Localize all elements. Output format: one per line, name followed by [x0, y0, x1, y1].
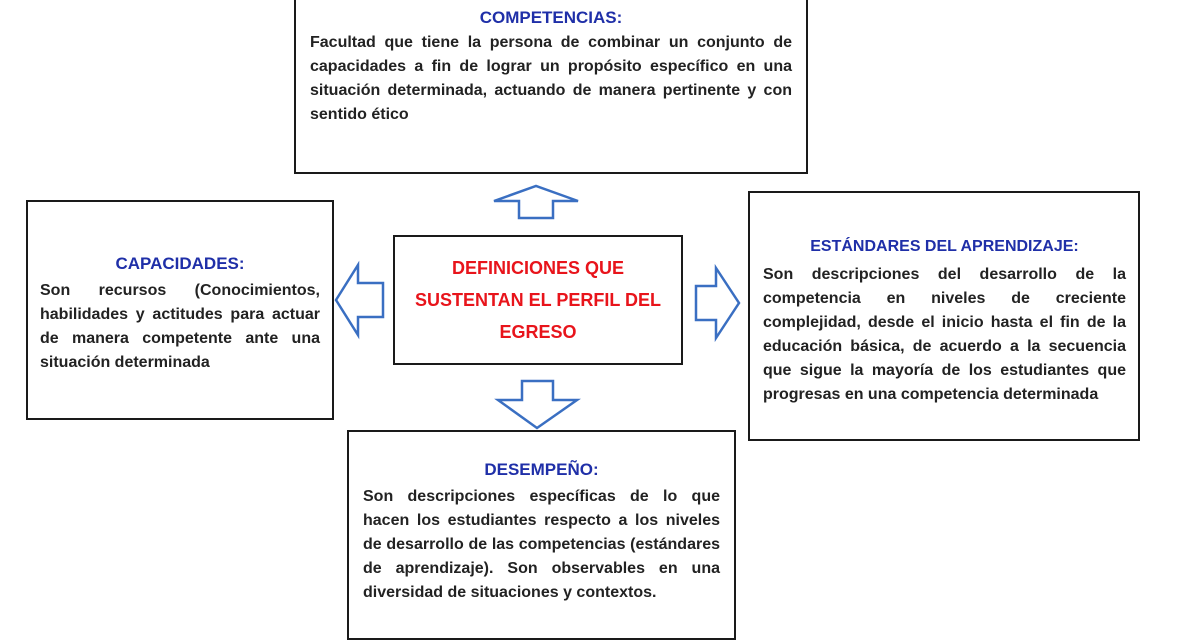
estandares-title: ESTÁNDARES DEL APRENDIZAJE:: [810, 238, 1079, 255]
competencias-text: Facultad que tiene la persona de combinar un conjunto de capacidades a fin de lograr un propósito específico en una situación determinada, actuando de manera pertinente y con sentido ético: [310, 34, 792, 123]
capacidades-box: [26, 200, 334, 420]
competencias-title: COMPETENCIAS:: [479, 8, 623, 27]
desempeno-text: Son descripciones específicas de lo que hacen los estudiantes respecto a los niveles de desarrollo de las competencias (estándares de aprendizaje). Son observables en una diversidad de situaciones y contextos.: [363, 488, 720, 601]
desempeno-title: DESEMPEÑO:: [484, 460, 599, 479]
arrow-right-icon: [694, 265, 742, 341]
arrow-down-icon: [495, 379, 580, 431]
estandares-box: [748, 191, 1140, 441]
capacidades-title: CAPACIDADES:: [115, 254, 245, 273]
arrow-left-icon: [334, 262, 386, 338]
estandares-text: Son descripciones del desarrollo de la competencia en niveles de creciente complejidad, desde el inicio hasta el fin de la educación básica, de acuerdo a la secuencia que sigue la mayoría de los estudiantes que progresas en una competencia determinada: [763, 266, 1126, 403]
center-box: [393, 235, 683, 365]
center-title: DEFINICIONES QUE SUSTENTAN EL PERFIL DEL EGRESO: [414, 258, 662, 342]
capacidades-text: Son recursos (Conocimientos, habilidades y actitudes para actuar de manera competente ante una situación determinada: [40, 282, 320, 371]
desempeno-box: [347, 430, 736, 640]
competencias-box: [294, 0, 808, 174]
arrow-up-icon: [491, 184, 581, 220]
